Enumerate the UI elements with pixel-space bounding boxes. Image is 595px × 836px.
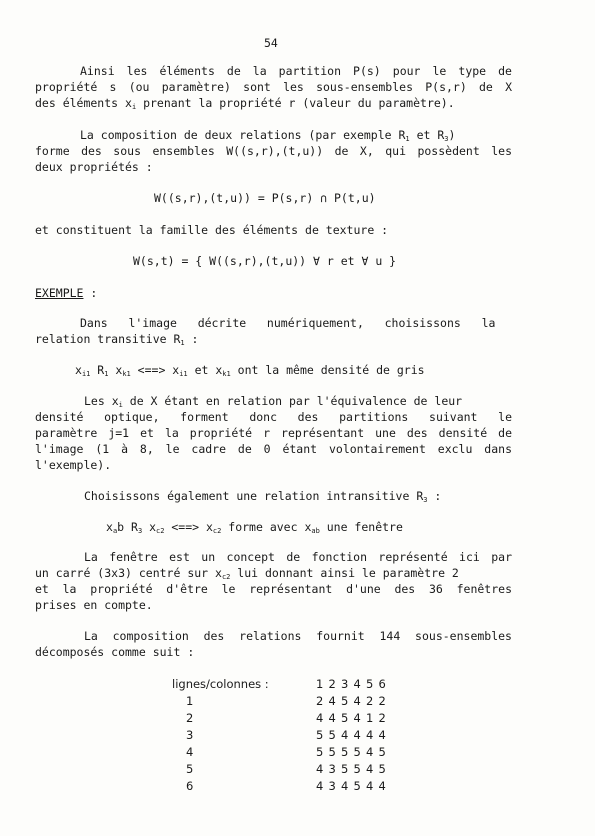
paragraph-5-line-5: l'exemple). bbox=[35, 458, 112, 472]
table-cell: 4 bbox=[378, 728, 386, 742]
table-cell: 4 bbox=[353, 694, 361, 708]
page-number: 54 bbox=[264, 36, 278, 50]
paragraph-8-line-2: décomposés comme suit : bbox=[35, 645, 195, 659]
paragraph-7-line-3: et la propriété d'être le représentant d'une des 36 fenêtres bbox=[35, 582, 512, 596]
paragraph-1-line-3: des éléments $x_i$ prenant la propriété r (valeur du paramètre). bbox=[35, 96, 455, 111]
table-cell: 5 bbox=[353, 779, 361, 793]
table-column-header: 6 bbox=[378, 677, 386, 691]
paragraph-5-line-4: l'image (1 à 8, le cadre de 0 étant volontairement exclu dans bbox=[35, 442, 512, 456]
table-cell: 4 bbox=[353, 728, 361, 742]
table-header-row bbox=[172, 676, 391, 693]
table-cell: 2 bbox=[378, 711, 386, 725]
table-cell: 4 bbox=[366, 779, 374, 793]
table-cell: 4 bbox=[378, 779, 386, 793]
table-cell: 4 bbox=[366, 745, 374, 759]
paragraph-6: Choisissons également une relation intransitive $R_3$ : bbox=[84, 489, 442, 504]
table-row bbox=[172, 761, 391, 778]
paragraph-4-line-2: relation transitive $R_1$ : bbox=[35, 332, 199, 347]
table-row-label: 6 bbox=[186, 779, 194, 793]
partition-table bbox=[172, 676, 391, 795]
table-row bbox=[172, 710, 391, 727]
paragraph-4-line-1: Dans l'image décrite numériquement, choisissons la bbox=[80, 316, 496, 330]
paragraph-7-line-2: un carré (3x3) centré sur $x_{c2}$ lui donnant ainsi le paramètre 2 bbox=[35, 566, 459, 581]
table-cell: 5 bbox=[341, 762, 349, 776]
table-cell: 4 bbox=[316, 711, 324, 725]
paragraph-5-line-1: Les $x_i$ de X étant en relation par l'équivalence de leur bbox=[84, 394, 463, 409]
table-cell: 2 bbox=[378, 694, 386, 708]
table-column-header: 4 bbox=[353, 677, 361, 691]
paragraph-2-line-1: La composition de deux relations (par exemple $R_1$ et $R_3$) bbox=[80, 128, 456, 143]
paragraph-5-line-3: paramètre j=1 et la propriété r représentant une des densité de bbox=[35, 426, 512, 440]
table-row bbox=[172, 693, 391, 710]
table-cell: 4 bbox=[316, 762, 324, 776]
table-row-label: 5 bbox=[186, 762, 194, 776]
table-cell: 5 bbox=[341, 694, 349, 708]
paragraph-7-line-4: prises en compte. bbox=[35, 598, 153, 612]
paragraph-5-line-2: densité optique, forment donc des partitions suivant le bbox=[35, 410, 512, 424]
table-cell: 3 bbox=[328, 779, 336, 793]
paragraph-2-line-3: deux propriétés : bbox=[35, 160, 153, 174]
equation-3: $x_{i1}$ $R_1$ $x_{k1}$ <==> $x_{i1}$ et $x_{k1}$ ont la même densité de gris bbox=[75, 363, 425, 378]
table-cell: 5 bbox=[316, 728, 324, 742]
paragraph-1-line-2: propriété s (ou paramètre) sont les sous-ensembles P(s,r) de X bbox=[35, 80, 512, 94]
table-cell: 5 bbox=[353, 745, 361, 759]
table-cell: 5 bbox=[378, 762, 386, 776]
paragraph-2-line-2: forme des sous ensembles W((s,r),(t,u)) de X, qui possèdent les bbox=[35, 144, 512, 158]
table-cell: 5 bbox=[328, 745, 336, 759]
table-row bbox=[172, 744, 391, 761]
table-cell: 4 bbox=[341, 728, 349, 742]
equation-1: W((s,r),(t,u)) = P(s,r) ∩ P(t,u) bbox=[154, 191, 376, 205]
table-cell: 3 bbox=[328, 762, 336, 776]
table-row-label: 3 bbox=[186, 728, 194, 742]
equation-4: $x_ab$ $R_3$ $x_{c2}$ <==> $x_{c2}$ forme avec $x_{ab}$ une fenêtre bbox=[106, 520, 403, 535]
table-header-label: lignes/colonnes : bbox=[172, 677, 269, 691]
equation-2: W(s,t) = { W((s,r),(t,u)) ∀ r et ∀ u } bbox=[133, 254, 397, 268]
table-cell: 5 bbox=[316, 745, 324, 759]
table-row-label: 2 bbox=[186, 711, 194, 725]
table-cell: 4 bbox=[366, 762, 374, 776]
paragraph-3: et constituent la famille des éléments de texture : bbox=[35, 223, 389, 237]
table-cell: 1 bbox=[366, 711, 374, 725]
table-column-header: 3 bbox=[341, 677, 349, 691]
table-row bbox=[172, 727, 391, 744]
table-row-label: 4 bbox=[186, 745, 194, 759]
table-cell: 4 bbox=[341, 779, 349, 793]
table-cell: 5 bbox=[378, 745, 386, 759]
table-cell: 4 bbox=[328, 711, 336, 725]
table-cell: 5 bbox=[328, 728, 336, 742]
table-cell: 4 bbox=[316, 779, 324, 793]
table-row bbox=[172, 778, 391, 795]
paragraph-8-line-1: La composition des relations fournit 144 sous-ensembles bbox=[84, 629, 512, 643]
exemple-heading: EXEMPLE : bbox=[35, 286, 98, 300]
table-cell: 5 bbox=[341, 745, 349, 759]
table-column-header: 5 bbox=[366, 677, 374, 691]
table-cell: 4 bbox=[366, 728, 374, 742]
table-cell: 2 bbox=[316, 694, 324, 708]
paragraph-1-line-1: Ainsi les éléments de la partition P(s) pour le type de bbox=[80, 64, 512, 78]
table-row-label: 1 bbox=[186, 694, 194, 708]
table-column-header: 2 bbox=[328, 677, 336, 691]
table-cell: 2 bbox=[366, 694, 374, 708]
table-cell: 5 bbox=[353, 762, 361, 776]
table-cell: 4 bbox=[328, 694, 336, 708]
table-column-header: 1 bbox=[316, 677, 324, 691]
table-cell: 5 bbox=[341, 711, 349, 725]
table-cell: 4 bbox=[353, 711, 361, 725]
paragraph-7-line-1: La fenêtre est un concept de fonction représenté ici par bbox=[84, 550, 512, 564]
